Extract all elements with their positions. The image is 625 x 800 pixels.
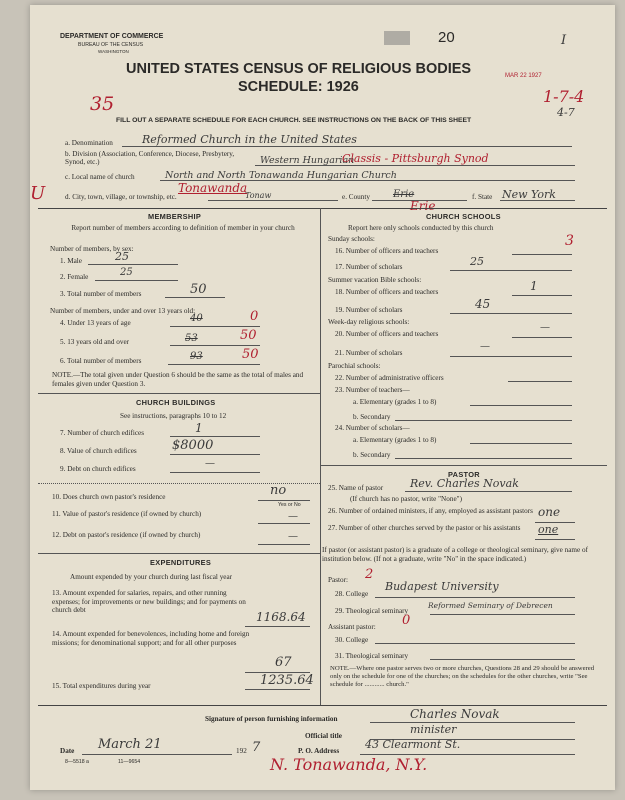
q1-value: 25	[115, 250, 129, 263]
q18-label: 18. Number of officers and teachers	[335, 288, 439, 296]
q24b-label: b. Secondary	[353, 451, 391, 459]
q20-label: 20. Number of officers and teachers	[335, 330, 439, 338]
instructions: FILL OUT A SEPARATE SCHEDULE FOR EACH CHURCH. SEE INSTRUCTIONS ON THE BACK OF THIS SHEET	[116, 117, 472, 124]
expenditures-sub: Amount expended by your church during last fiscal year	[70, 573, 233, 581]
buildings-heading: CHURCH BUILDINGS	[136, 398, 216, 407]
state-value: New York	[502, 188, 556, 201]
division-red-value: Classis - Pittsburgh Synod	[342, 152, 489, 165]
city-value: Tonawanda	[178, 181, 248, 195]
local-name-value: North and North Tonawanda Hungarian Church	[165, 170, 397, 181]
red-address: N. Tonawanda, N.Y.	[270, 755, 428, 774]
q23-label: 23. Number of teachers—	[335, 386, 410, 394]
q24a-label: a. Elementary (grades 1 to 8)	[353, 436, 437, 444]
q8-label: 8. Value of church edifices	[60, 447, 137, 455]
stamp-block	[384, 31, 410, 45]
q17-label: 17. Number of scholars	[335, 263, 403, 271]
year-prefix: 192	[236, 747, 247, 755]
yes-no-hint: Yes or No	[278, 502, 301, 508]
q25-label: 25. Name of pastor	[328, 484, 384, 492]
q5-label: 5. 13 years old and over	[60, 338, 130, 346]
q5-value: 50	[240, 328, 257, 343]
q6-label: 6. Total number of members	[60, 357, 142, 365]
corner-mark: I	[561, 33, 567, 48]
address-label: P. O. Address	[298, 747, 340, 755]
form-code: 8—5518 a	[65, 759, 89, 765]
q5-old-value: 53	[185, 333, 198, 344]
document-title: UNITED STATES CENSUS OF RELIGIOUS BODIES	[126, 61, 472, 77]
signature-label: Signature of person furnishing information	[205, 715, 338, 723]
q22-label: 22. Number of administrative officers	[335, 374, 444, 382]
sunday-label: Sunday schools:	[328, 235, 375, 243]
q2-label: 2. Female	[60, 273, 89, 281]
q7-value: 1	[195, 421, 203, 435]
department-name: DEPARTMENT OF COMMERCE	[60, 33, 164, 40]
parochial-label: Parochial schools:	[328, 362, 381, 370]
pastor-mark: 2	[365, 567, 374, 582]
print-code: 11—9654	[118, 759, 141, 765]
q14-label: 14. Amount expended for benevolences, including home and foreign missions; for denominational support; and for all other purposes	[52, 630, 250, 647]
pastor-note: NOTE.—Where one pastor serves two or more churches, Questions 28 and 29 should be answered only on the schedule for one of the churches; on the schedules for the other churches, write "See schedule for ............ church."	[330, 665, 595, 688]
summer-label: Summer vacation Bible schools:	[328, 276, 422, 284]
q25-hint: (If church has no pastor, write "None")	[350, 495, 462, 503]
assistant-mark: 0	[402, 613, 411, 628]
q6-old-value: 93	[190, 351, 203, 362]
q3-label: 3. Total number of members	[60, 290, 142, 298]
pastor-label: Pastor:	[328, 576, 348, 584]
q12-value: —	[288, 531, 298, 542]
week-label: Week-day religious schools:	[328, 318, 410, 326]
q9-value: —	[205, 458, 215, 469]
q30-label: 30. College	[335, 636, 369, 644]
q27-label: 27. Number of other churches served by the pastor or his assistants	[328, 524, 521, 532]
q29-value: Reformed Seminary of Debrecen	[428, 601, 553, 610]
q4-value: 0	[250, 309, 259, 324]
expenditures-heading: EXPENDITURES	[150, 558, 212, 567]
q10-value: no	[270, 483, 287, 498]
q4-label: 4. Under 13 years of age	[60, 319, 131, 327]
received-date-stamp: MAR 22 1927	[505, 73, 542, 79]
division-value: Western Hungarian	[260, 155, 355, 166]
date-label: Date	[60, 747, 75, 755]
code-35: 35	[90, 93, 115, 115]
signature-value: Charles Novak	[410, 707, 500, 721]
address-value: 43 Clearmont St.	[365, 738, 461, 751]
q6-value: 50	[242, 347, 259, 362]
q19-value: 45	[475, 297, 491, 311]
date-value: March 21	[98, 737, 162, 752]
q8-value: $8000	[172, 438, 214, 453]
by-sex-label: Number of members, by sex:	[50, 245, 134, 253]
q28-value: Budapest University	[385, 580, 499, 593]
q13-value: 1168.64	[256, 610, 306, 624]
membership-note: NOTE.—The total given under Question 6 should be the same as the total of males and females given under Question 3.	[52, 371, 304, 388]
q27-value: one	[538, 523, 559, 536]
q11-value: —	[288, 511, 298, 522]
q4-old-value: 40	[190, 313, 203, 324]
q13-label: 13. Amount expended for salaries, repairs, and other running expenses; for improvements or new buildings; and for payments on church debt	[52, 589, 246, 614]
q26-label: 26. Number of ordained ministers, if any, employed as assistant pastors	[328, 507, 533, 515]
q2-value: 25	[120, 267, 133, 278]
q15-value: 1235.64	[260, 673, 314, 688]
schedule-title: SCHEDULE: 1926	[238, 79, 359, 95]
schools-heading: CHURCH SCHOOLS	[426, 212, 501, 221]
code-47: 4-7	[557, 106, 575, 119]
q23b-label: b. Secondary	[353, 413, 391, 421]
city-label: d. City, town, village, or township, etc.	[65, 193, 177, 201]
u-mark: U	[30, 183, 46, 204]
bureau-name: BUREAU OF THE CENSUS	[78, 42, 144, 48]
pastor-heading: PASTOR	[448, 470, 480, 479]
q24-label: 24. Number of scholars—	[335, 424, 410, 432]
college-note: If pastor (or assistant pastor) is a graduate of a college or theological seminary, give name of institution below. (If not a graduate, write "No" in the space indicated.)	[322, 546, 588, 563]
q20-value: —	[540, 322, 550, 333]
q11-label: 11. Value of pastor's residence (if owned by church)	[52, 510, 202, 518]
city-value-2: Tonaw	[245, 191, 272, 200]
q17-value: 25	[470, 255, 484, 268]
city-name: WASHINGTON	[98, 49, 129, 54]
q3-value: 50	[190, 282, 207, 297]
county-label: e. County	[342, 193, 370, 201]
q29-label: 29. Theological seminary	[335, 607, 409, 615]
division-label: b. Division (Association, Conference, Diocese, Presbytery, Synod, etc.)	[65, 150, 235, 166]
state-label: f. State	[472, 193, 493, 201]
q15-label: 15. Total expenditures during year	[52, 682, 151, 690]
q16-value: 3	[565, 233, 574, 249]
local-name-label: c. Local name of church	[65, 173, 135, 181]
q12-label: 12. Debt on pastor's residence (if owned by church)	[52, 531, 201, 539]
q14-value: 67	[275, 655, 292, 670]
q19-label: 19. Number of scholars	[335, 306, 403, 314]
membership-heading: MEMBERSHIP	[148, 212, 202, 221]
stamp-number: 20	[438, 29, 455, 46]
denomination-value: Reformed Church in the United States	[142, 133, 357, 146]
code-174: 1-7-4	[543, 87, 585, 106]
denomination-label: a. Denomination	[65, 139, 113, 147]
q9-label: 9. Debt on church edifices	[60, 465, 136, 473]
county-value: Erie	[393, 189, 415, 200]
schools-intro: Report here only schools conducted by this church	[348, 224, 494, 232]
membership-intro: Report number of members according to definition of member in your church	[71, 224, 295, 232]
q7-label: 7. Number of church edifices	[60, 429, 145, 437]
q16-label: 16. Number of officers and teachers	[335, 247, 439, 255]
q18-value: 1	[530, 279, 538, 293]
q1-label: 1. Male	[60, 257, 82, 265]
age-label: Number of members, under and over 13 years old:	[50, 307, 196, 315]
q10-label: 10. Does church own pastor's residence	[52, 493, 166, 501]
official-title-value: minister	[410, 723, 457, 736]
q23a-label: a. Elementary (grades 1 to 8)	[353, 398, 437, 406]
county-red-value: Erie	[410, 199, 436, 213]
q25-value: Rev. Charles Novak	[410, 477, 519, 490]
q31-label: 31. Theological seminary	[335, 652, 409, 660]
census-schedule-sheet	[30, 5, 615, 790]
q28-label: 28. College	[335, 590, 369, 598]
official-title-label: Official title	[305, 732, 342, 740]
buildings-sub: See instructions, paragraphs 10 to 12	[120, 412, 227, 420]
q21-label: 21. Number of scholars	[335, 349, 403, 357]
assistant-label: Assistant pastor:	[328, 623, 376, 631]
q26-value: one	[538, 505, 561, 519]
year-value: 7	[252, 740, 261, 755]
q21-value: —	[480, 341, 490, 352]
